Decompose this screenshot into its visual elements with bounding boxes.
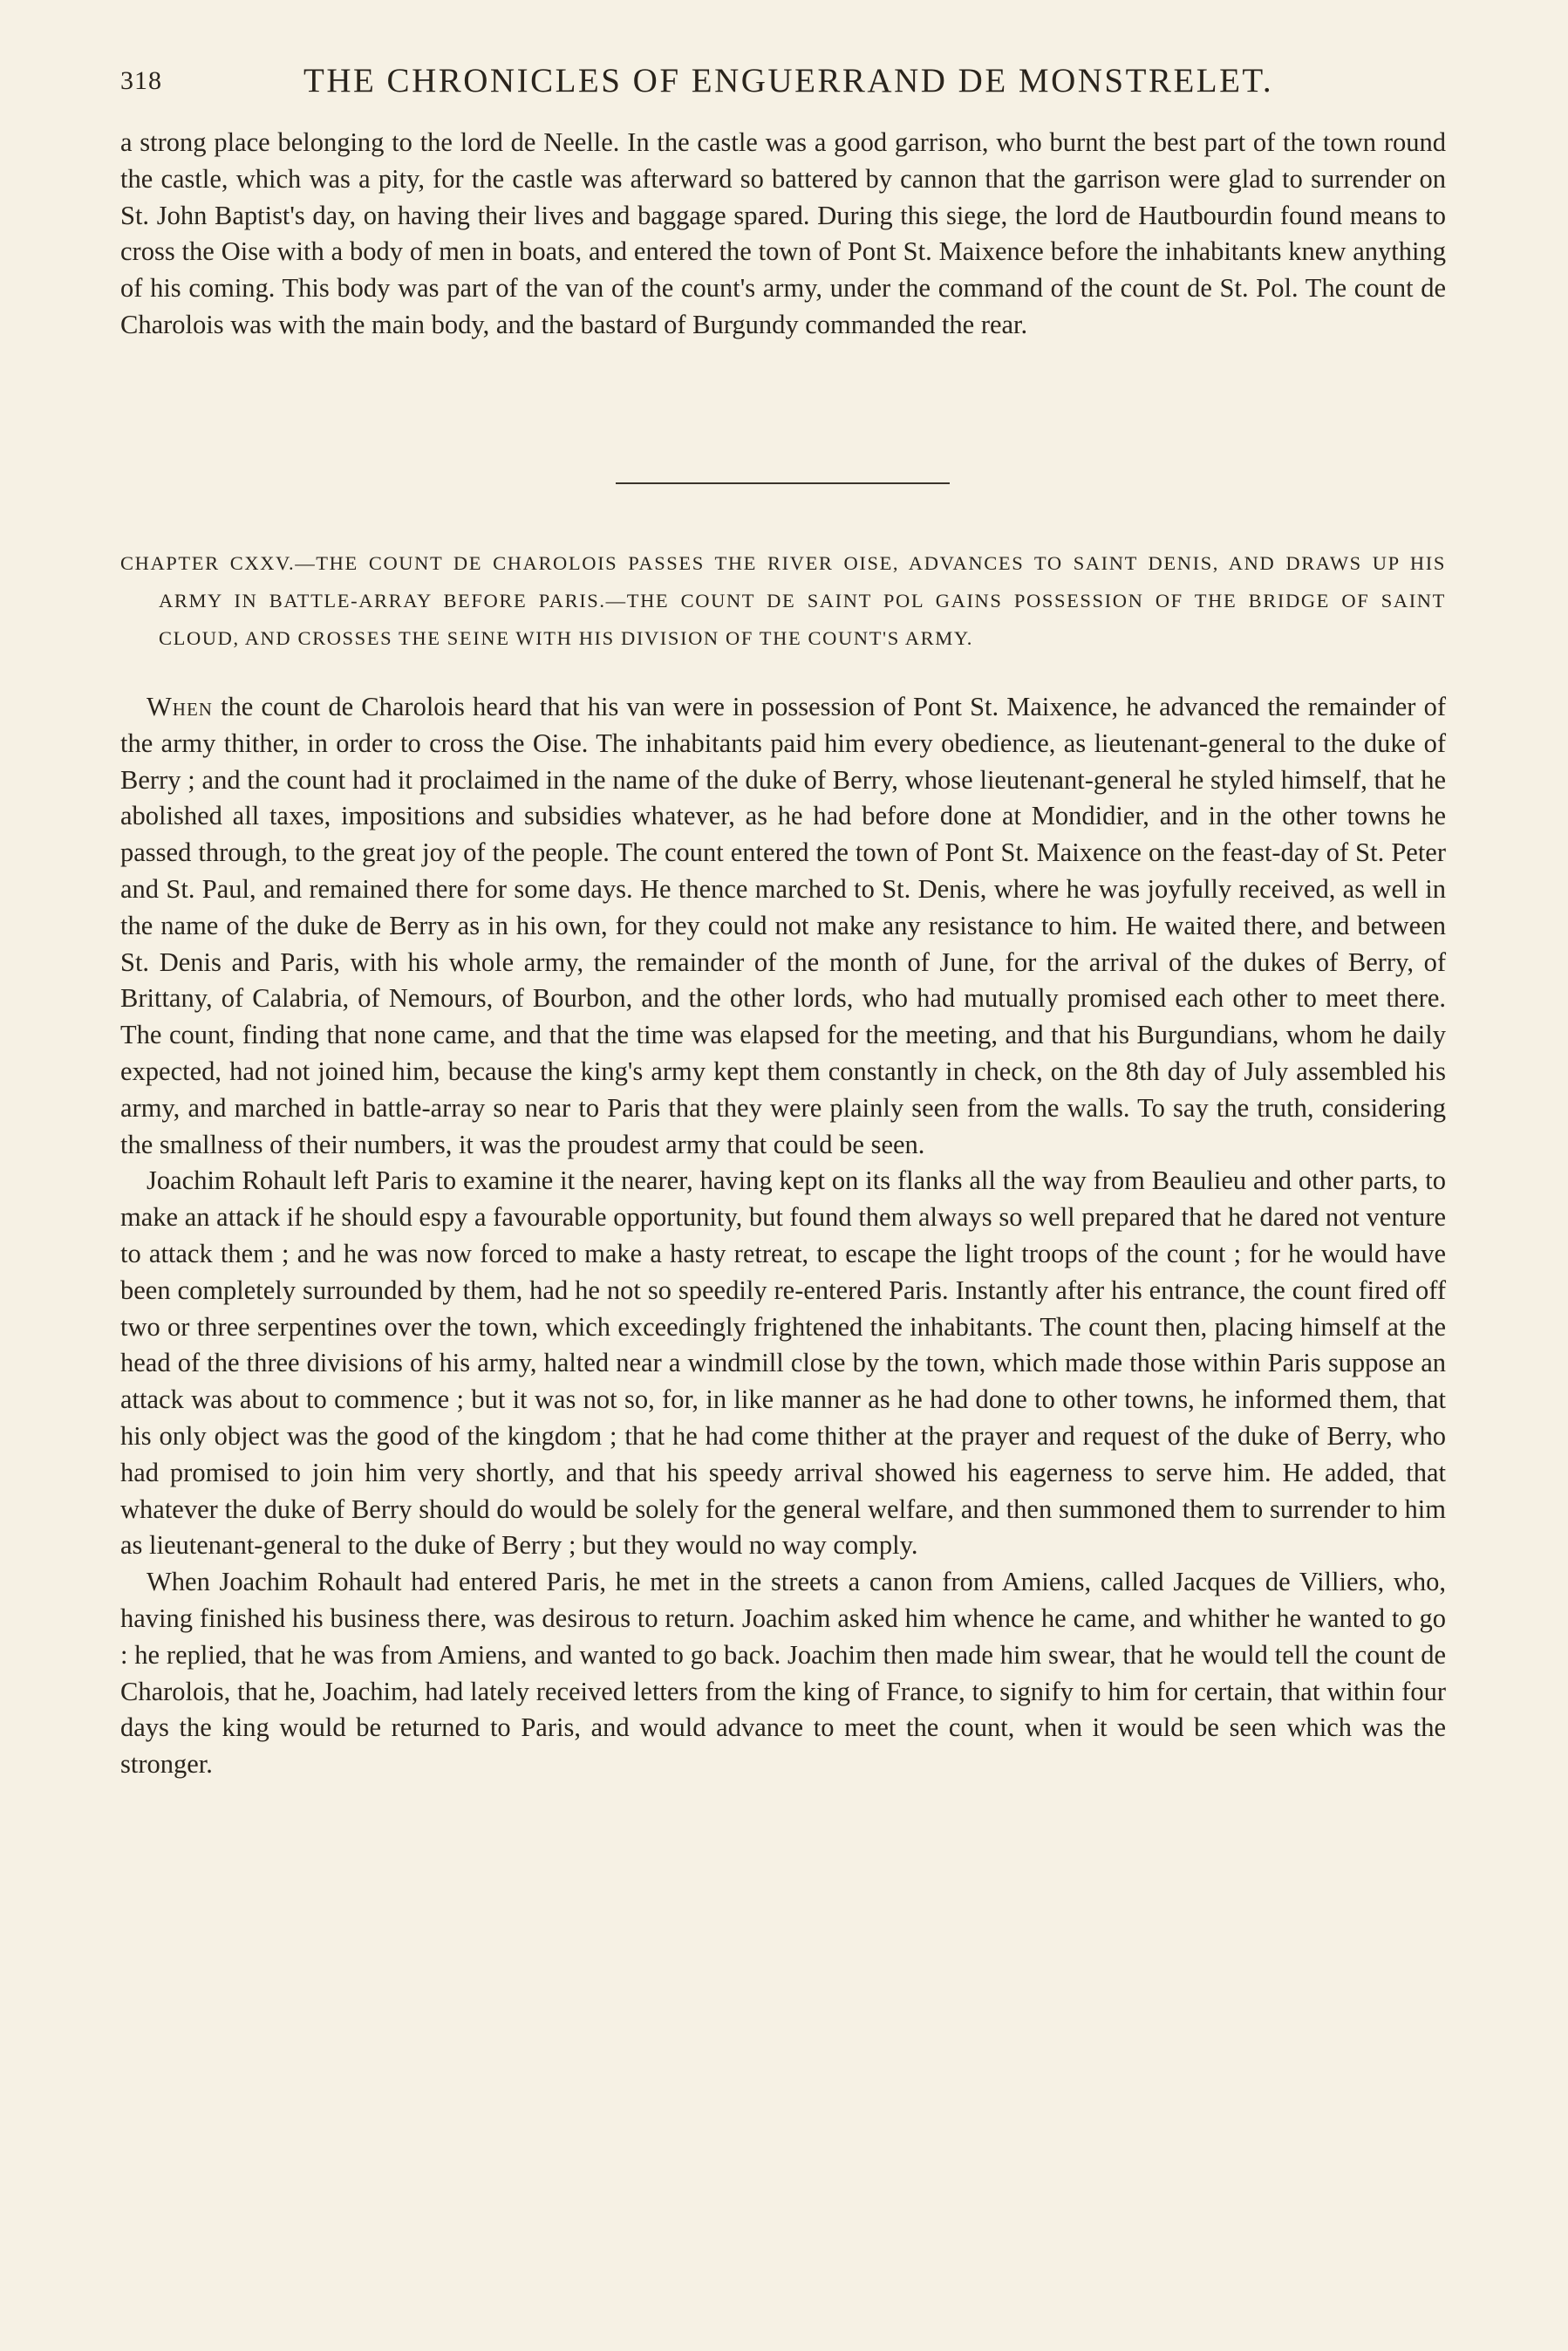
intro-paragraph: a strong place belonging to the lord de Neelle. In the castle was a good garrison, who burnt the best part of the town round the castle, which was a pity, for the castle was afterward so battered by cannon that the garrison were glad to surrender on St. John Baptist's day, on having their lives and baggage spared. During this siege, the lord de Hautbourdin found means to cross the Oise with a body of men in boats, and entered the town of Pont St. Maixence before the inhabitants knew anything of his coming. This body was part of the van of the count's army, under the command of the count de St. Pol. The count de Charolois was with the main body, and the bastard of Burgundy commanded the rear. (120, 127, 1446, 339)
running-head (120, 54, 1446, 106)
paragraph-3: When Joachim Rohault had entered Paris, he met in the streets a canon from Amiens, called Jacques de Villiers, who, having finished his business there, was desirous to return. Joachim asked him whence he came, and whither he wanted to go : he replied, that he was from Amiens, and wanted to go back. Joachim then made him swear, that he would tell the count de Charolois, that he, Joachim, had lately received letters from the king of France, to signify to him for certain, that within four days the king would be returned to Paris, and would advance to meet the count, when it would be seen which was the stronger. (120, 1567, 1446, 1780)
chapter-heading: CHAPTER CXXV.—THE COUNT DE CHAROLOIS PASSES THE RIVER OISE, ADVANCES TO SAINT DENIS, AND DRAWS UP HIS ARMY IN BATTLE-ARRAY BEFORE PARIS.—THE COUNT DE SAINT POL GAINS POSSESSION OF THE BRIDGE OF SAINT CLOUD, AND CROSSES THE SEINE WITH HIS DIVISION OF THE COUNT'S ARMY. (120, 552, 1446, 649)
paragraph-1-initial-word: When (147, 692, 213, 721)
paragraph-1-text: the count de Charolois heard that his van were in possession of Pont St. Maixence, he advanced the remainder of the army thither, in order to cross the Oise. The inhabitants paid him every obedience, as lieutenant-general to the duke of Berry ; and the count had it proclaimed in the name of the duke of Berry, whose lieutenant-general he styled himself, that he abolished all taxes, impositions and subsidies whatever, as he had before done at Mondidier, and in the other towns he passed through, to the great joy of the people. The count entered the town of Pont St. Maixence on the feast-day of St. Peter and St. Paul, and remained there for some days. He thence marched to St. Denis, where he was joyfully received, as well in the name of the duke de Berry as in his own, for they could not make any resistance to him. He waited there, and between St. Denis and Paris, with his whole army, the remainder of the month of June, for the arrival of the dukes of Berry, of Brittany, of Calabria, of Nemours, of Bourbon, and the other lords, who had mutually promised each other to meet there. The count, finding that none came, and that the time was elapsed for the meeting, and that his Burgundians, whom he daily expected, had not joined him, because the king's army kept them constantly in check, on the 8th day of July assembled his army, and marched in battle-array so near to Paris that they were plainly seen from the walls. To say the truth, considering the smallness of their numbers, it was the proudest army that could be seen. (120, 692, 1446, 1159)
running-title: THE CHRONICLES OF ENGUERRAND DE MONSTRELET. (303, 62, 1274, 99)
intro-paragraph-block (120, 125, 1446, 344)
paragraph-1 (120, 689, 1446, 1163)
paragraph-2: Joachim Rohault left Paris to examine it the nearer, having kept on its flanks all the way from Beaulieu and other parts, to make an attack if he should espy a favourable opportunity, but found them always so well prepared that he dared not venture to attack them ; and he was now forced to make a hasty retreat, to escape the light troops of the count ; for he would have been completely surrounded by them, had he not so speedily re-entered Paris. Instantly after his entrance, the count fired off two or three serpentines over the town, which exceedingly frightened the inhabitants. The count then, placing himself at the head of the three divisions of his army, halted near a windmill close by the town, which made those within Paris suppose an attack was about to commence ; but it was not so, for, in like manner as he had done to other towns, he informed them, that his only object was the good of the kingdom ; that he had come thither at the prayer and request of the duke of Berry, who had promised to join him very shortly, and that his speedy arrival showed his eagerness to serve him. He added, that whatever the duke of Berry should do would be solely for the general welfare, and then summoned them to surrender to him as lieutenant-general to the duke of Berry ; but they would no way comply. (120, 1165, 1446, 1561)
chapter-body (120, 689, 1446, 1783)
page-number: 318 (120, 66, 162, 95)
section-divider-rule (616, 482, 950, 484)
